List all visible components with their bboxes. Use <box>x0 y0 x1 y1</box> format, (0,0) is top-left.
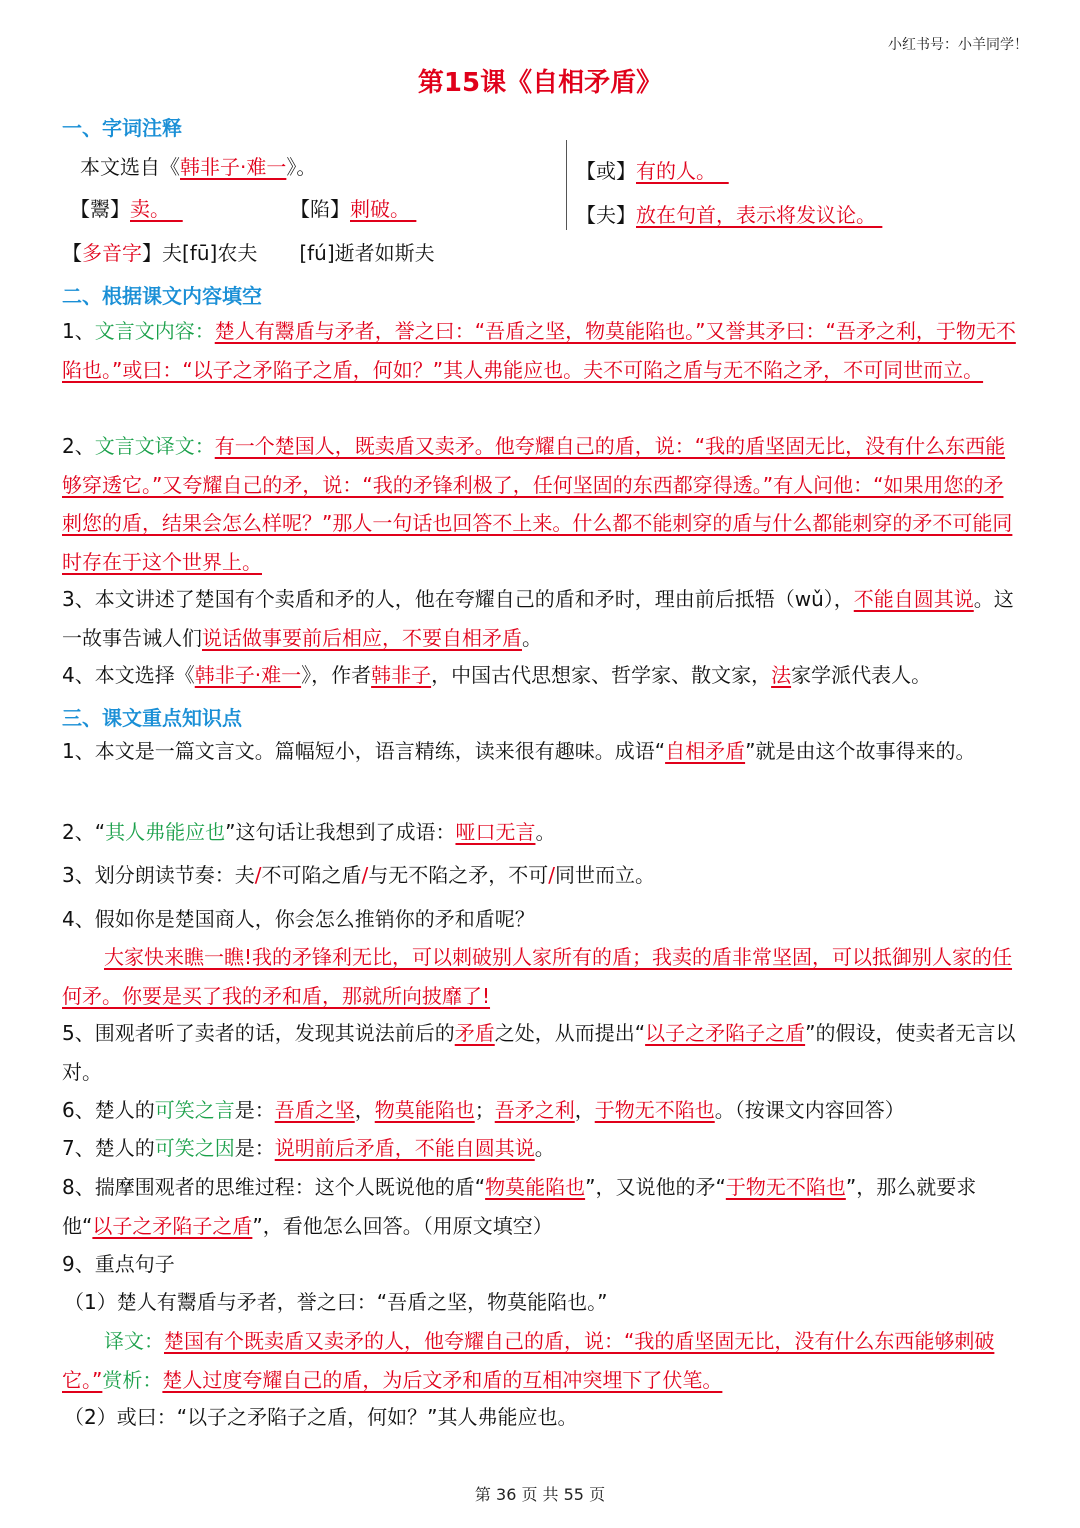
point-8: 8、揣摩围观者的思维过程：这个人既说他的盾“物莫能陷也”，又说他的矛“于物无不陷也”，那么就要求他“以子之矛陷子之盾”，看他怎么回答。（用原文填空） <box>62 1175 977 1238</box>
point-4-answer: 大家快来瞧一瞧!我的矛锋利无比，可以刺破别人家所有的盾；我卖的盾非常坚固，可以抵御别人家的任何矛。你要是买了我的矛和盾，那就所向披靡了! <box>62 945 1013 1008</box>
item-answer: 楚人有鬻盾与矛者，誉之曰：“吾盾之坚，物莫能陷也。”又誉其矛曰：“吾矛之利，于物无不陷也。”或曰：“以子之矛陷子之盾，何如？”其人弗能应也。夫不可陷之盾与无不陷之矛，不可同世而立。 <box>62 319 1016 382</box>
fill-item-3: 3、本文讲述了楚国有个卖盾和矛的人，他在夸耀自己的盾和矛时，理由前后抵牾（wǔ），不能自圆其说。这一故事告诫人们说话做事要前后相应，不要自相矛盾。 <box>62 587 1014 650</box>
item-answer: 哑口无言 <box>455 820 536 844</box>
item-answer: 韩非子·难一 <box>194 663 302 687</box>
item-answer: 韩非子 <box>371 663 432 687</box>
gloss-value: 刺破。 <box>350 197 410 221</box>
watermark: 小红书号：小羊同学！ <box>888 37 1028 53</box>
point-4-question: 4、假如你是楚国商人，你会怎么推销你的矛和盾呢？ <box>62 907 535 931</box>
polyphone-line: 【多音字】夫[fū]农夫 [fú]逝者如斯夫 <box>62 241 435 265</box>
source-book: 韩非子·难一 <box>180 155 287 179</box>
point-9: 9、重点句子 <box>62 1252 175 1276</box>
item-answer: 不能自圆其说 <box>853 587 974 611</box>
point-5: 5、围观者听了卖者的话，发现其说法前后的矛盾之处，从而提出“以子之矛陷子之盾”的假设，使卖者无言以对。 <box>62 1021 1016 1084</box>
gloss-value: 放在句首，表示将发议论。 <box>636 203 876 227</box>
point-6: 6、楚人的可笑之言是：吾盾之坚，物莫能陷也；吾矛之利，于物无不陷也。（按课文内容回答） <box>62 1098 905 1122</box>
item-number: 2、 <box>62 434 95 458</box>
section-heading-1: 一、字词注释 <box>62 116 182 140</box>
gloss-xian <box>290 190 416 228</box>
fill-item-4: 4、本文选择《韩非子·难一》，作者韩非子，中国古代思想家、哲学家、散文家，法家学派代表人。 <box>62 663 932 687</box>
gloss-label: 【鬻】 <box>70 197 130 221</box>
key-sentence-2: （2）或曰：“以子之矛陷子之盾，何如？”其人弗能应也。 <box>64 1405 578 1429</box>
gloss-label: 【夫】 <box>576 203 636 227</box>
item-label: 文言文译文： <box>94 434 215 458</box>
item-answer: 矛盾 <box>454 1021 495 1045</box>
source-post: 》。 <box>286 155 317 179</box>
section-heading-2: 二、根据课文内容填空 <box>62 284 262 308</box>
item-answer: 有一个楚国人，既卖盾又卖矛。他夸耀自己的盾，说：“我的盾坚固无比，没有什么东西能够穿透它。”又夸耀自己的矛，说：“我的矛锋利极了，任何坚固的东西都穿得透。”有人问他：“如果用您的矛刺您的盾，结果会怎么样呢？”那人一句话也回答不上来。什么都不能刺穿的盾与什么都能刺穿的矛不可能同时存在于这个世界上。 <box>62 434 1013 574</box>
gloss-yu <box>70 190 183 228</box>
polyphone-label: 多音字 <box>82 241 142 265</box>
polyphone-1: 夫[fū]农夫 <box>162 241 258 265</box>
key-sentence-1: （1）楚人有鬻盾与矛者，誉之曰：“吾盾之坚，物莫能陷也。” <box>64 1290 608 1314</box>
section-heading-3: 三、课文重点知识点 <box>62 706 242 730</box>
point-3: 3、划分朗读节奏：夫/不可陷之盾/与无不陷之矛，不可/同世而立。 <box>62 863 655 887</box>
gloss-huo <box>576 152 729 190</box>
gloss-fu <box>576 196 882 234</box>
page-title: 第15课《自相矛盾》 <box>417 68 663 98</box>
source-line <box>80 148 316 186</box>
gloss-value: 卖。 <box>130 197 170 221</box>
item-answer: 以子之矛陷子之盾 <box>645 1021 806 1045</box>
point-2: 2、“其人弗能应也”这句话让我想到了成语：哑口无言。 <box>62 820 556 844</box>
item-label: 文言文内容： <box>94 319 215 343</box>
gloss-label: 【或】 <box>576 159 636 183</box>
gloss-label: 【陷】 <box>290 197 350 221</box>
item-answer: 法 <box>771 663 792 687</box>
item-number: 1、 <box>62 319 95 343</box>
item-answer: 自相矛盾 <box>665 739 746 763</box>
polyphone-2: [fú]逝者如斯夫 <box>299 241 435 265</box>
column-divider <box>566 140 567 230</box>
point-1: 1、本文是一篇文言文。篇幅短小，语言精练，读来很有趣味。成语“自相矛盾”就是由这个故事得来的。 <box>62 739 976 763</box>
key-sentence-1-analysis: 译文：楚国有个既卖盾又卖矛的人，他夸耀自己的盾，说：“我的盾坚固无比，没有什么东西能够刺破它。”赏析：楚人过度夸耀自己的盾，为后文矛和盾的互相冲突埋下了伏笔。 <box>62 1329 995 1392</box>
fill-item-1 <box>62 312 1022 389</box>
fill-item-2 <box>62 427 1022 581</box>
source-pre: 本文选自《 <box>80 155 180 179</box>
page-number: 第 36 页 共 55 页 <box>474 1485 606 1504</box>
point-7: 7、楚人的可笑之因是：说明前后矛盾，不能自圆其说。 <box>62 1136 555 1160</box>
gloss-value: 有的人。 <box>636 159 716 183</box>
item-answer: 说话做事要前后相应，不要自相矛盾 <box>202 625 522 650</box>
